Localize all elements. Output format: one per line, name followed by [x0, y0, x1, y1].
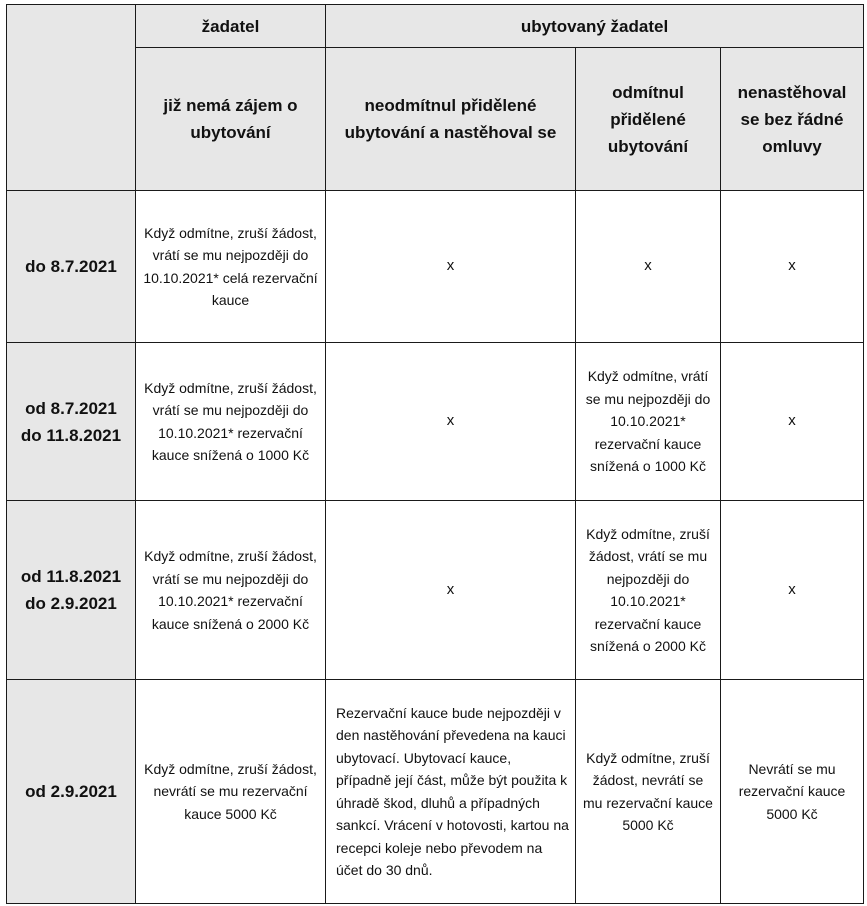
not-moved-cell: x [721, 501, 864, 680]
table-row [7, 191, 864, 343]
table-row [7, 501, 864, 680]
corner-cell [7, 5, 136, 191]
moved-in-cell: x [326, 191, 576, 343]
no-interest-cell: Když odmítne, zruší žádost, nevrátí se mu rezervační kauce 5000 Kč [136, 680, 326, 904]
no-interest-cell: Když odmítne, zruší žádost, vrátí se mu nejpozději do 10.10.2021* rezervační kauce snížená o 1000 Kč [136, 343, 326, 501]
moved-in-cell: x [326, 501, 576, 680]
header-moved-in: neodmítnul přidělené ubytování a nastěhoval se [326, 48, 576, 191]
header-applicant: žadatel [136, 5, 326, 48]
table-row [7, 343, 864, 501]
header-not-moved: nenastěhoval se bez řádné omluvy [721, 48, 864, 191]
refused-cell: Když odmítne, vrátí se mu nejpozději do 10.10.2021* rezervační kauce snížená o 1000 Kč [576, 343, 721, 501]
refused-cell: x [576, 191, 721, 343]
no-interest-cell: Když odmítne, zruší žádost, vrátí se mu nejpozději do 10.10.2021* rezervační kauce snížená o 2000 Kč [136, 501, 326, 680]
period-label: od 11.8.2021 do 2.9.2021 [7, 501, 136, 680]
fee-rules-table [6, 4, 864, 904]
not-moved-cell: x [721, 343, 864, 501]
refused-cell: Když odmítne, zruší žádost, nevrátí se mu rezervační kauce 5000 Kč [576, 680, 721, 904]
no-interest-cell: Když odmítne, zruší žádost, vrátí se mu nejpozději do 10.10.2021* celá rezervační kauce [136, 191, 326, 343]
period-label: do 8.7.2021 [7, 191, 136, 343]
refused-cell: Když odmítne, zruší žádost, vrátí se mu nejpozději do 10.10.2021* rezervační kauce snížená o 2000 Kč [576, 501, 721, 680]
not-moved-cell: x [721, 191, 864, 343]
not-moved-cell: Nevrátí se mu rezervační kauce 5000 Kč [721, 680, 864, 904]
header-refused: odmítnul přidělené ubytování [576, 48, 721, 191]
period-label: od 8.7.2021 do 11.8.2021 [7, 343, 136, 501]
header-accommodated-applicant: ubytovaný žadatel [326, 5, 864, 48]
header-no-interest: již nemá zájem o ubytování [136, 48, 326, 191]
table-row [7, 680, 864, 904]
moved-in-cell: x [326, 343, 576, 501]
moved-in-cell: Rezervační kauce bude nejpozději v den nastěhování převedena na kauci ubytovací. Ubytovací kauce, případně její část, může být použita k úhradě škod, dluhů a případných sankcí. Vrácení v hotovosti, kartou na recepci koleje nebo převodem na účet do 30 dnů. [326, 680, 576, 904]
period-label: od 2.9.2021 [7, 680, 136, 904]
